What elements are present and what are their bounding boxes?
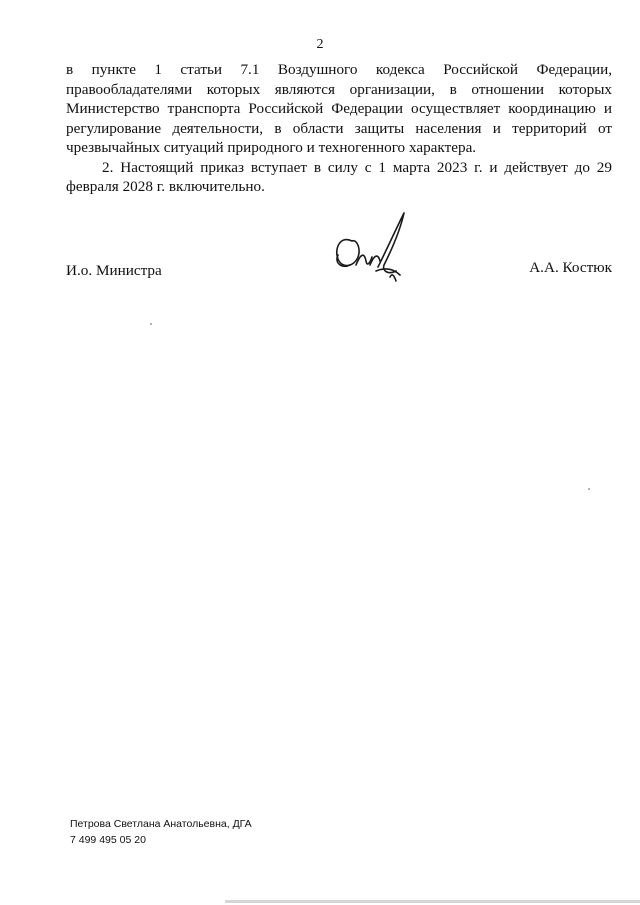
scan-speck — [588, 488, 590, 490]
signature-block — [66, 259, 612, 282]
scan-speck — [150, 323, 152, 325]
executor-contact — [70, 816, 252, 848]
paragraph-effective-date: 2. Настоящий приказ вступает в силу с 1 марта 2023 г. и действует до 29 февраля 2028 г. включительно. — [66, 158, 612, 195]
paragraph-continuation: в пункте 1 статьи 7.1 Воздушного кодекса Российской Федерации, правообладателями которых являются организации, в отношении которых Министерство транспорта Российской Федерации осуществляет координацию и регулирование деятельности, в области защиты населения и территорий от чрезвычайных ситуаций природного и техногенного характера. — [66, 61, 612, 156]
signer-name: А.А. Костюк — [529, 259, 612, 276]
page-number: 2 — [316, 37, 324, 52]
executor-phone: 7 499 495 05 20 — [70, 834, 146, 846]
executor-name: Петрова Светлана Анатольевна, ДГА — [70, 818, 252, 830]
signer-title: И.о. Министра — [66, 262, 162, 279]
document-body — [66, 60, 612, 197]
scan-edge — [225, 900, 640, 903]
